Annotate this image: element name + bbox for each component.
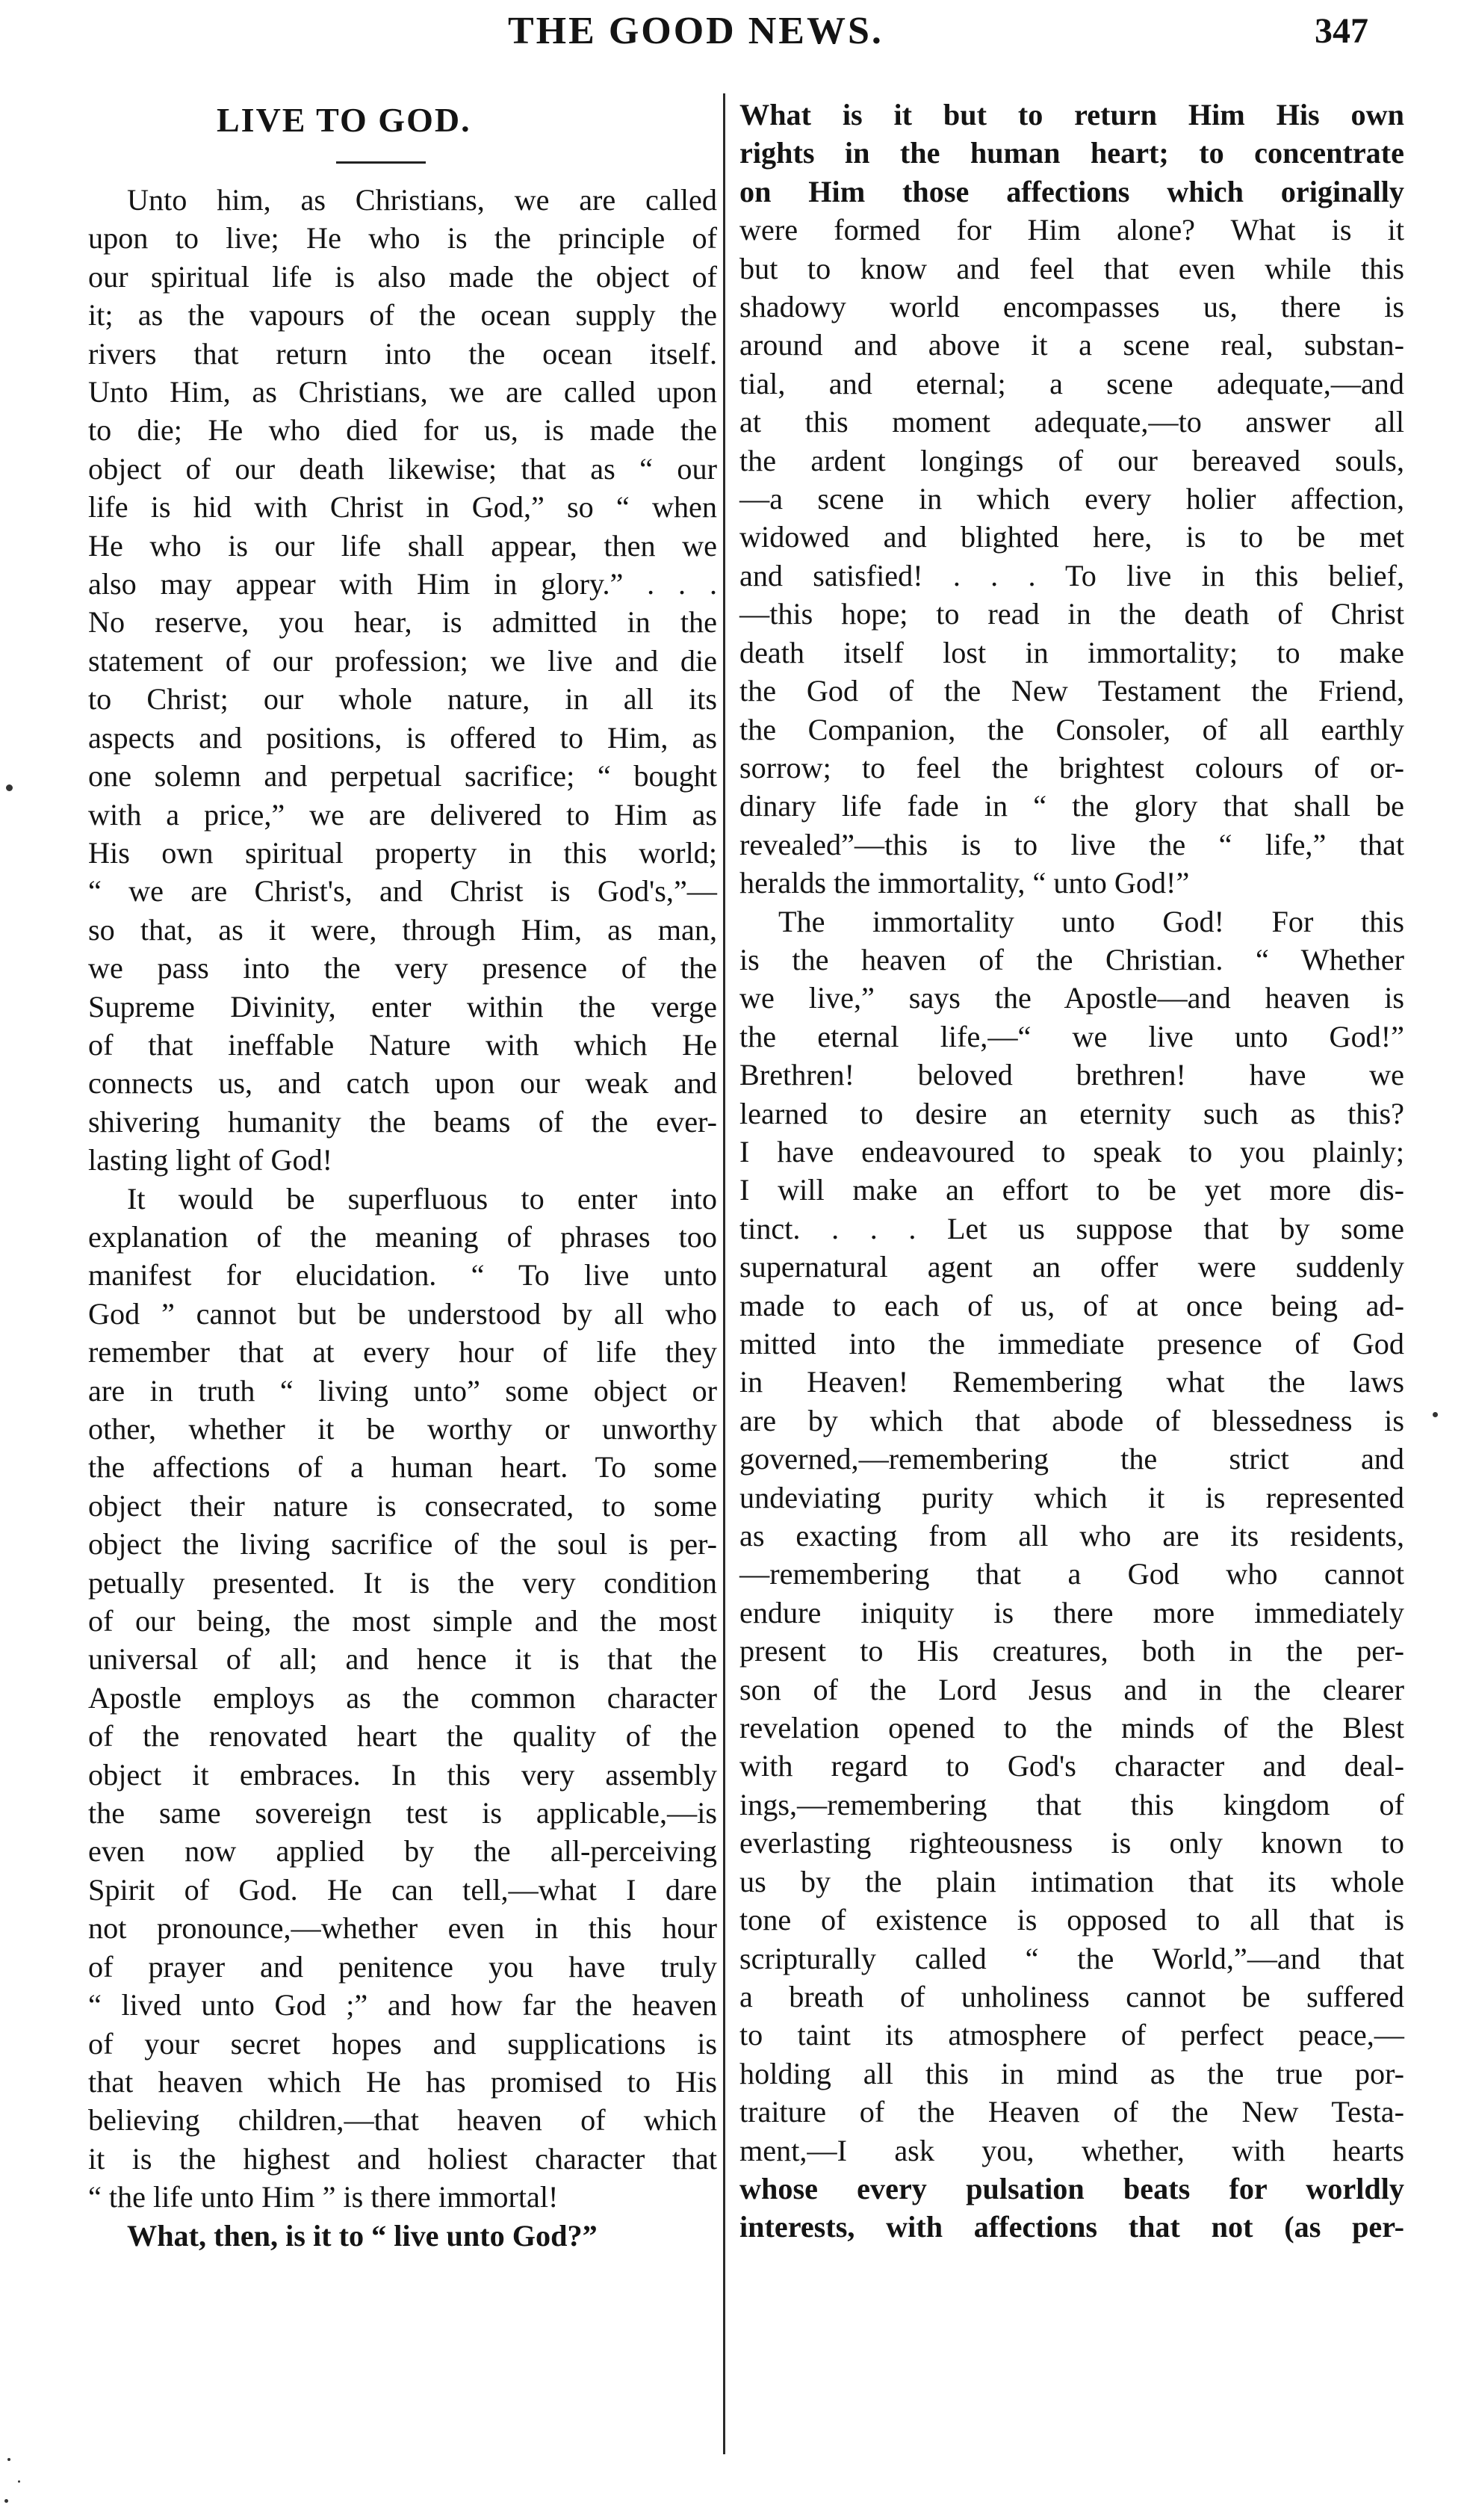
text-line: are by which that abode of blessedness is <box>739 1403 1404 1437</box>
text-line: the eternal life,—“ we live unto God!” <box>739 1019 1404 1053</box>
text-line: shadowy world encompasses us, there is <box>739 290 1404 324</box>
text-line: aspects and positions, is offered to Him, as <box>88 720 717 755</box>
text-line: we live,” says the Apostle—and heaven is <box>739 981 1404 1015</box>
text-line: in Heaven! Remembering what the laws <box>739 1365 1404 1399</box>
text-line: learned to desire an eternity such as this? <box>739 1096 1404 1130</box>
text-line: but to know and feel that even while this <box>739 251 1404 285</box>
text-line: interests, with affections that not (as per- <box>739 2210 1404 2244</box>
text-line: were formed for Him alone? What is it <box>739 213 1404 247</box>
text-line: scripturally called “ the World,”—and that <box>739 1941 1404 1975</box>
text-line: to Christ; our whole nature, in all its <box>88 682 717 716</box>
text-line: of that ineffable Nature with which He <box>88 1027 717 1062</box>
print-speck <box>7 2458 10 2461</box>
text-line: not pronounce,—whether even in this hour <box>88 1911 717 1945</box>
text-line: of prayer and penitence you have truly <box>88 1949 717 1984</box>
text-line: Supreme Divinity, enter within the verge <box>88 989 717 1024</box>
text-line: object it embraces. In this very assembly <box>88 1757 717 1792</box>
text-line: on Him those affections which originally <box>739 174 1404 208</box>
text-line: with a price,” we are delivered to Him as <box>88 797 717 832</box>
text-line: supernatural agent an offer were suddenly <box>739 1250 1404 1284</box>
text-line: one solemn and perpetual sacrifice; “ bought <box>88 759 717 793</box>
right-column-text <box>739 96 1404 2247</box>
right-column <box>739 96 1404 2247</box>
text-line: What, then, is it to “ live unto God?” <box>127 2218 598 2253</box>
column-divider <box>723 93 725 2454</box>
page-number: 347 <box>1315 11 1368 51</box>
text-line: tinct. . . . Let us suppose that by some <box>739 1211 1404 1245</box>
text-line: I will make an effort to be yet more dis- <box>739 1173 1404 1207</box>
text-line: —remembering that a God who cannot <box>739 1557 1404 1591</box>
text-line: us by the plain intimation that its whole <box>739 1864 1404 1898</box>
text-line: of our being, the most simple and the most <box>88 1604 717 1638</box>
text-line: our spiritual life is also made the object of <box>88 259 717 294</box>
text-line: He who is our life shall appear, then we <box>88 528 717 563</box>
left-column-text <box>88 181 717 2255</box>
text-line: present to His creatures, both in the per- <box>739 1634 1404 1668</box>
text-line: remember that at every hour of life they <box>88 1335 717 1369</box>
text-line: —a scene in which every holier affection, <box>739 482 1404 516</box>
text-line: we pass into the very presence of the <box>88 951 717 985</box>
text-line: made to each of us, of at once being ad- <box>739 1288 1404 1322</box>
text-line: the ardent longings of our bereaved souls, <box>739 443 1404 477</box>
text-line: “ the life unto Him ” is there immortal! <box>88 2180 559 2214</box>
text-line: manifest for elucidation. “ To live unto <box>88 1258 717 1292</box>
left-column <box>88 181 717 2255</box>
text-line: around and above it a scene real, substan- <box>739 328 1404 362</box>
text-line: universal of all; and hence it is that the <box>88 1642 717 1677</box>
print-speck <box>18 2480 20 2483</box>
text-line: ment,—I ask you, whether, with hearts <box>739 2133 1404 2167</box>
article-title: LIVE TO GOD. <box>217 101 471 139</box>
text-line: tial, and eternal; a scene adequate,—and <box>739 366 1404 400</box>
text-line: connects us, and catch upon our weak and <box>88 1066 717 1100</box>
text-line: widowed and blighted here, is to be met <box>739 520 1404 554</box>
title-rule <box>336 161 426 164</box>
text-line: shivering humanity the beams of the ever- <box>88 1104 717 1139</box>
text-line: Unto him, as Christians, we are called <box>127 183 717 217</box>
text-line: —this hope; to read in the death of Christ <box>739 597 1404 631</box>
text-line: death itself lost in immortality; to make <box>739 635 1404 669</box>
text-line: the Companion, the Consoler, of all earthly <box>739 712 1404 746</box>
text-line: God ” cannot but be understood by all who <box>88 1296 717 1331</box>
text-line: the God of the New Testament the Friend, <box>739 674 1404 708</box>
text-line: ings,—remembering that this kingdom of <box>739 1787 1404 1821</box>
text-line: explanation of the meaning of phrases too <box>88 1219 717 1254</box>
text-line: it; as the vapours of the ocean supply the <box>88 298 717 332</box>
text-line: as exacting from all who are its residents, <box>739 1519 1404 1553</box>
print-speck <box>4 2499 8 2503</box>
text-line: that heaven which He has promised to His <box>88 2064 717 2099</box>
text-line: heralds the immortality, “ unto God!” <box>739 866 1190 900</box>
text-line: “ we are Christ's, and Christ is God's,”— <box>88 874 717 908</box>
text-line: What is it but to return Him His own <box>739 98 1404 131</box>
text-line: Brethren! beloved brethren! have we <box>739 1058 1404 1092</box>
print-speck <box>6 784 13 791</box>
text-line: Apostle employs as the common character <box>88 1680 717 1715</box>
page-header <box>0 0 1464 82</box>
text-line: believing children,—that heaven of which <box>88 2103 717 2137</box>
text-line: to die; He who died for us, is made the <box>88 413 717 448</box>
text-line: I have endeavoured to speak to you plainly; <box>739 1134 1404 1168</box>
text-line: The immortality unto God! For this <box>778 904 1404 938</box>
text-line: also may appear with Him in glory.” . . . <box>88 567 717 601</box>
text-line: is the heaven of the Christian. “ Whether <box>739 942 1404 976</box>
text-line: it is the highest and holiest character that <box>88 2141 717 2176</box>
text-line: so that, as it were, through Him, as man, <box>88 912 717 947</box>
text-line: petually presented. It is the very condition <box>88 1565 717 1600</box>
text-line: “ lived unto God ;” and how far the heaven <box>88 1988 717 2022</box>
text-line: dinary life fade in “ the glory that shall be <box>739 789 1404 823</box>
text-line: traiture of the Heaven of the New Testa- <box>739 2095 1404 2129</box>
text-line: a breath of unholiness cannot be suffered <box>739 1979 1404 2013</box>
text-line: son of the Lord Jesus and in the clearer <box>739 1672 1404 1706</box>
text-line: life is hid with Christ in God,” so “ when <box>88 490 717 524</box>
text-line: object the living sacrifice of the soul is per- <box>88 1527 717 1561</box>
running-title: THE GOOD NEWS. <box>508 10 884 52</box>
text-line: other, whether it be worthy or unworthy <box>88 1412 717 1446</box>
text-line: undeviating purity which it is represented <box>739 1480 1404 1514</box>
text-line: sorrow; to feel the brightest colours of or- <box>739 750 1404 784</box>
text-line: No reserve, you hear, is admitted in the <box>88 605 717 640</box>
text-line: rivers that return into the ocean itself. <box>88 336 717 371</box>
text-line: governed,—remembering the strict and <box>739 1442 1404 1476</box>
text-line: with regard to God's character and deal- <box>739 1749 1404 1783</box>
text-line: Unto Him, as Christians, we are called upon <box>88 375 717 409</box>
text-line: rights in the human heart; to concentrate <box>739 136 1404 170</box>
text-line: of your secret hopes and supplications is <box>88 2026 717 2061</box>
text-line: It would be superfluous to enter into <box>127 1181 717 1216</box>
text-line: His own spiritual property in this world; <box>88 835 717 870</box>
text-line: whose every pulsation beats for worldly <box>739 2171 1404 2205</box>
text-line: and satisfied! . . . To live in this belief, <box>739 558 1404 592</box>
text-line: lasting light of God! <box>88 1143 333 1177</box>
text-line: object their nature is consecrated, to some <box>88 1488 717 1523</box>
print-speck <box>1433 1412 1438 1417</box>
text-line: at this moment adequate,—to answer all <box>739 405 1404 439</box>
text-line: mitted into the immediate presence of God <box>739 1327 1404 1360</box>
text-line: object of our death likewise; that as “ our <box>88 451 717 486</box>
text-line: Spirit of God. He can tell,—what I dare <box>88 1872 717 1907</box>
text-line: the affections of a human heart. To some <box>88 1450 717 1485</box>
text-line: tone of existence is opposed to all that is <box>739 1903 1404 1937</box>
text-line: are in truth “ living unto” some object or <box>88 1373 717 1408</box>
text-line: to taint its atmosphere of perfect peace,— <box>739 2018 1404 2052</box>
text-line: revelation opened to the minds of the Blest <box>739 1711 1404 1745</box>
text-line: holding all this in mind as the true por- <box>739 2056 1404 2090</box>
text-line: statement of our profession; we live and die <box>88 643 717 678</box>
text-line: endure iniquity is there more immediately <box>739 1595 1404 1629</box>
text-line: everlasting righteousness is only known to <box>739 1826 1404 1860</box>
text-line: of the renovated heart the quality of the <box>88 1719 717 1753</box>
text-line: upon to live; He who is the principle of <box>88 221 717 256</box>
text-line: revealed”—this is to live the “ life,” that <box>739 827 1404 861</box>
text-line: even now applied by the all-perceiving <box>88 1834 717 1869</box>
text-line: the same sovereign test is applicable,—is <box>88 1796 717 1830</box>
